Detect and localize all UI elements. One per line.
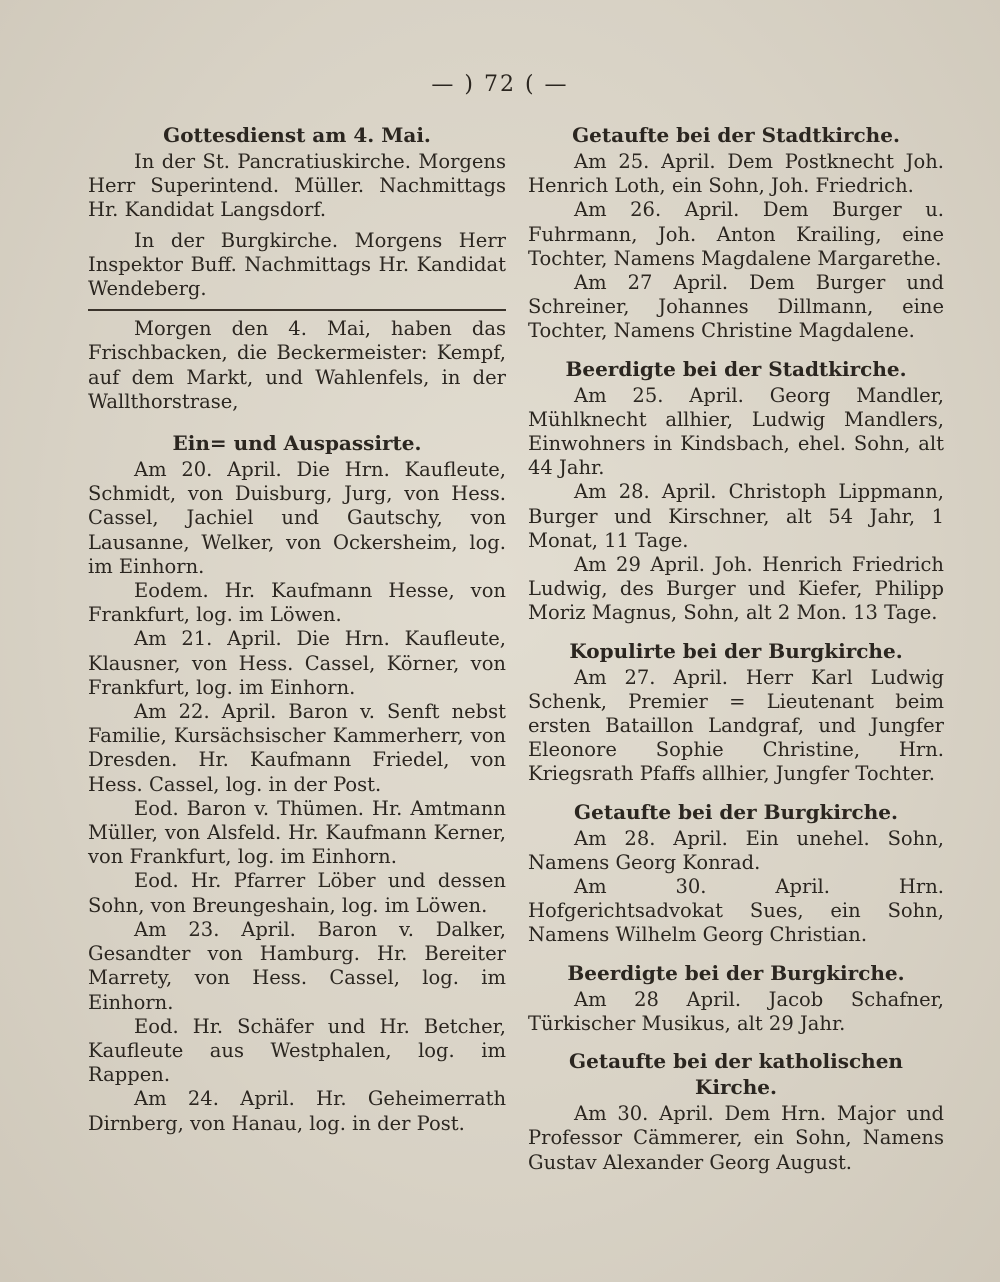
- section-heading-beerdigte-stadtkirche: Beerdigte bei der Stadtkirche.: [565, 356, 907, 381]
- paragraph: Am 24. April. Hr. Geheimerrath Dirnberg, von Hanau, log. in der Post.: [88, 1087, 506, 1135]
- paragraph: Am 30. April. Dem Hrn. Major und Professor Cämmerer, ein Sohn, Namens Gustav Alexander Georg August.: [528, 1102, 944, 1174]
- right-column: [528, 122, 944, 1175]
- paragraph: Eod. Hr. Pfarrer Löber und dessen Sohn, von Breungeshain, log. im Löwen.: [88, 869, 506, 917]
- section-heading-beerdigte-burgkirche: Beerdigte bei der Burgkirche.: [567, 960, 905, 985]
- section-heading-passirte: Ein= und Auspassirte.: [172, 431, 422, 456]
- section-heading-getaufte-stadtkirche: Getaufte bei der Stadtkirche.: [572, 123, 900, 147]
- paragraph: Am 26. April. Dem Burger u. Fuhrmann, Joh. Anton Krailing, eine Tochter, Namens Magdalene Margarethe.: [528, 198, 944, 270]
- paragraph: Am 28 April. Jacob Schafner, Türkischer Musikus, alt 29 Jahr.: [528, 987, 944, 1035]
- paragraph: In der St. Pancratiuskirche. Morgens Herr Superintend. Müller. Nachmittags Hr. Kandidat Langsdorf.: [88, 150, 506, 222]
- paragraph: Am 25. April. Georg Mandler, Mühlknecht allhier, Ludwig Mandlers, Einwohners in Kindsbach, ehel. Sohn, alt 44 Jahr.: [528, 383, 944, 480]
- paragraph: Eod. Baron v. Thümen. Hr. Amtmann Müller, von Alsfeld. Hr. Kaufmann Kerner, von Frankfurt, log. im Einhorn.: [88, 796, 506, 869]
- section-divider: [88, 309, 506, 311]
- page-number: — ) 72 ( —: [431, 72, 569, 97]
- paragraph: Am 23. April. Baron v. Dalker, Gesandter von Hamburg. Hr. Bereiter Marrety, von Hess. Cassel, log. im Einhorn.: [88, 917, 506, 1014]
- section-heading-getaufte-katholisch: Getaufte bei der katholischen Kirche.: [569, 1049, 903, 1100]
- paragraph: Am 20. April. Die Hrn. Kaufleute, Schmidt, von Duisburg, Jurg, von Hess. Cassel, Jachiel und Gautschy, von Lausanne, Welker, von Ockersheim, log. im Einhorn.: [88, 458, 506, 578]
- section-heading-getaufte-burgkirche: Getaufte bei der Burgkirche.: [574, 799, 898, 824]
- paragraph: Eodem. Hr. Kaufmann Hesse, von Frankfurt, log. im Löwen.: [88, 579, 506, 627]
- paragraph: Am 25. April. Dem Postknecht Joh. Henrich Loth, ein Sohn, Joh. Friedrich.: [528, 150, 944, 198]
- paragraph: Am 21. April. Die Hrn. Kaufleute, Klausner, von Hess. Cassel, Körner, von Frankfurt, log. im Einhorn.: [88, 627, 506, 699]
- section-heading-gottesdienst: Gottesdienst am 4. Mai.: [163, 123, 431, 147]
- paragraph: In der Burgkirche. Morgens Herr Inspektor Buff. Nachmittags Hr. Kandidat Wendeberg.: [88, 228, 506, 301]
- paragraph: Am 29 April. Joh. Henrich Friedrich Ludwig, des Burger und Kiefer, Philipp Moriz Magnus, Sohn, alt 2 Mon. 13 Tage.: [528, 553, 944, 625]
- paragraph: Am 28. April. Christoph Lippmann, Burger und Kirschner, alt 54 Jahr, 1 Monat, 11 Tage.: [528, 480, 944, 552]
- paragraph: Am 22. April. Baron v. Senft nebst Familie, Kursächsischer Kammerherr, von Dresden. Hr. Kaufmann Friedel, von Hess. Cassel, log. in der Post.: [88, 700, 506, 796]
- paragraph: Am 27 April. Dem Burger und Schreiner, Johannes Dillmann, eine Tochter, Namens Christine Magdalene.: [528, 271, 944, 343]
- paragraph: Am 30. April. Hrn. Hofgerichtsadvokat Sues, ein Sohn, Namens Wilhelm Georg Christian.: [528, 875, 944, 947]
- paragraph: Am 28. April. Ein unehel. Sohn, Namens Georg Konrad.: [528, 826, 944, 874]
- bakery-notice: Morgen den 4. Mai, haben das Frischbacken, die Beckermeister: Kempf, auf dem Markt, und Wahlenfels, in der Wallthorstrase,: [88, 317, 506, 413]
- left-column: [88, 122, 506, 1136]
- section-heading-kopulirte-burgkirche: Kopulirte bei der Burgkirche.: [569, 638, 903, 663]
- paragraph: Am 27. April. Herr Karl Ludwig Schenk, Premier = Lieutenant beim ersten Bataillon Landgraf, und Jungfer Eleonore Sophie Christine, Hrn. Kriegsrath Pfaffs allhier, Jungfer Tochter.: [528, 665, 944, 786]
- paragraph: Eod. Hr. Schäfer und Hr. Betcher, Kaufleute aus Westphalen, log. im Rappen.: [88, 1014, 506, 1087]
